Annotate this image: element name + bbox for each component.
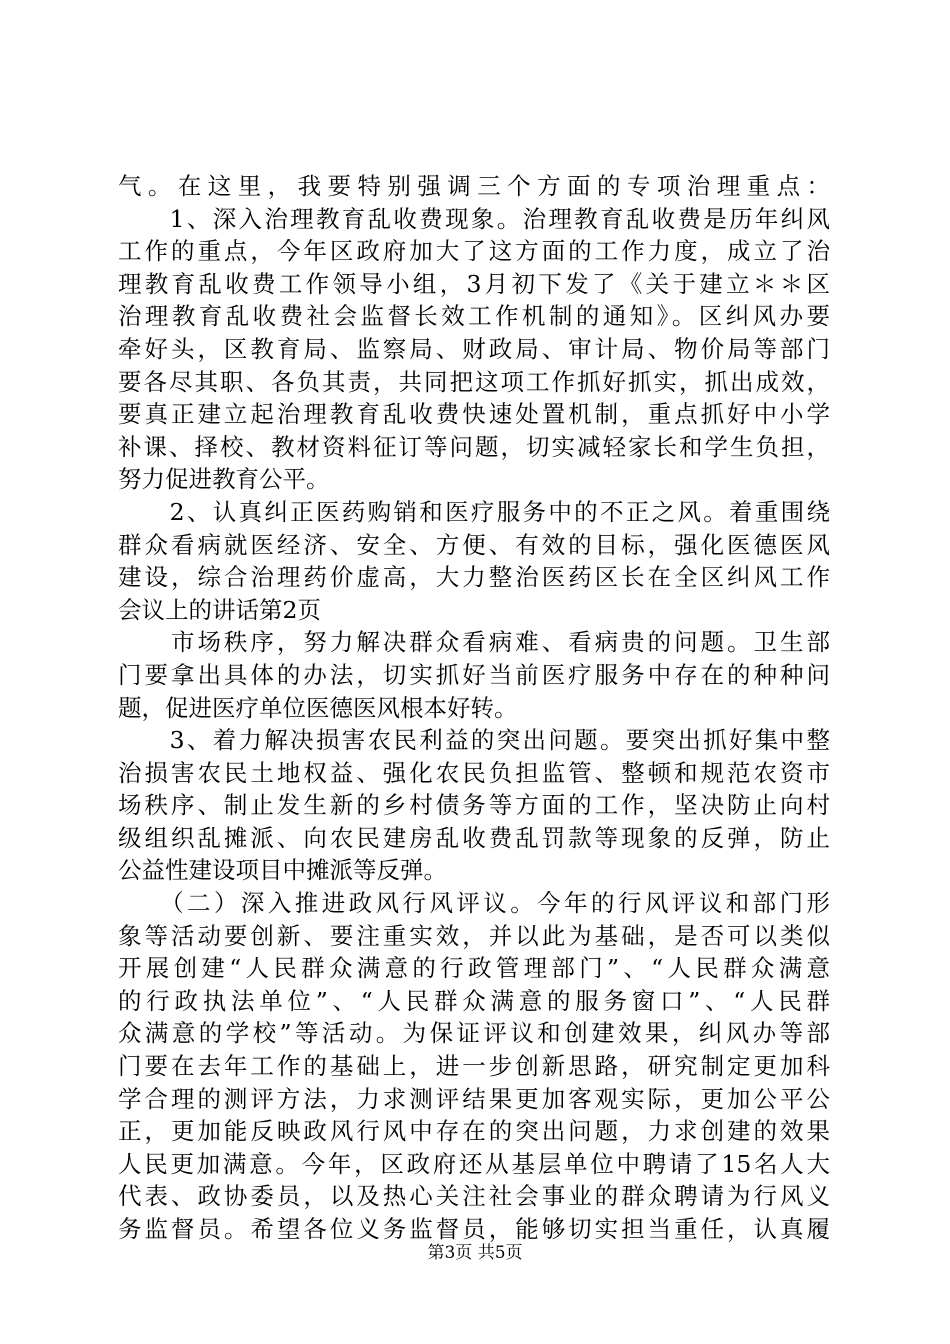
text-line: 场秩序、制止发生新的乡村债务等方面的工作，坚决防止向村 xyxy=(118,791,830,820)
text-line: 正，更加能反映政风行风中存在的突出问题，力求创建的效果 xyxy=(118,1117,830,1146)
text-line: 会议上的讲话第2页 xyxy=(118,595,321,624)
text-line: 要真正建立起治理教育乱收费快速处置机制，重点抓好中小学 xyxy=(118,400,830,429)
text-line: 题，促进医疗单位医德医风根本好转。 xyxy=(118,693,518,722)
text-line: 代表、政协委员，以及热心关注社会事业的群众聘请为行风义 xyxy=(118,1182,830,1211)
text-line: 2、认真纠正医药购销和医疗服务中的不正之风。着重围绕 xyxy=(118,497,830,526)
body-text xyxy=(118,170,830,1246)
text-line: 学合理的测评方法，力求测评结果更加客观实际，更加公平公 xyxy=(118,1084,830,1113)
text-line: 理教育乱收费工作领导小组，3月初下发了《关于建立＊＊区 xyxy=(118,269,830,298)
text-line: 开展创建“人民群众满意的行政管理部门”、“人民群众满意 xyxy=(118,954,830,983)
text-line: 要各尽其职、各负其责，共同把这项工作抓好抓实，抓出成效， xyxy=(118,367,830,396)
text-line: 牵好头，区教育局、监察局、财政局、审计局、物价局等部门 xyxy=(118,334,830,363)
text-line: 气。在这里，我要特别强调三个方面的专项治理重点： xyxy=(118,172,830,200)
text-line: 级组织乱摊派、向农民建房乱收费乱罚款等现象的反弹，防止 xyxy=(118,823,830,852)
text-line: 治损害农民土地权益、强化农民负担监管、整顿和规范农资市 xyxy=(118,758,830,787)
text-line: 的行政执法单位”、“人民群众满意的服务窗口”、“人民群 xyxy=(118,986,830,1015)
text-line: 务监督员。希望各位义务监督员，能够切实担当重任，认真履 xyxy=(118,1215,830,1243)
text-line: 公益性建设项目中摊派等反弹。 xyxy=(118,856,447,885)
text-line: 市场秩序，努力解决群众看病难、看病贵的问题。卫生部 xyxy=(118,628,830,657)
page-footer: 第3页 共5页 xyxy=(427,1243,523,1263)
text-line: 象等活动要创新、要注重实效，并以此为基础，是否可以类似 xyxy=(118,921,830,950)
text-line: 工作的重点，今年区政府加大了这方面的工作力度，成立了治 xyxy=(118,237,830,266)
text-line: 众满意的学校”等活动。为保证评议和创建效果，纠风办等部 xyxy=(118,1019,830,1048)
text-line: 努力促进教育公平。 xyxy=(118,465,330,494)
text-line: 门要拿出具体的办法，切实抓好当前医疗服务中存在的种种问 xyxy=(118,660,830,689)
text-line: 群众看病就医经济、安全、方便、有效的目标，强化医德医风 xyxy=(118,530,830,559)
text-line: 人民更加满意。今年，区政府还从基层单位中聘请了15名人大 xyxy=(118,1149,830,1178)
text-line: 3、着力解决损害农民利益的突出问题。要突出抓好集中整 xyxy=(118,726,830,755)
text-line: 门要在去年工作的基础上，进一步创新思路，研究制定更加科 xyxy=(118,1052,830,1081)
text-line: 建设，综合治理药价虚高，大力整治医药区长在全区纠风工作 xyxy=(118,563,830,592)
text-line: （二）深入推进政风行风评议。今年的行风评议和部门形 xyxy=(118,889,830,918)
text-line: 补课、择校、教材资料征订等问题，切实减轻家长和学生负担， xyxy=(118,432,830,461)
text-line: 治理教育乱收费社会监督长效工作机制的通知》。区纠风办要 xyxy=(118,302,830,331)
text-line: 1、深入治理教育乱收费现象。治理教育乱收费是历年纠风 xyxy=(118,204,830,233)
